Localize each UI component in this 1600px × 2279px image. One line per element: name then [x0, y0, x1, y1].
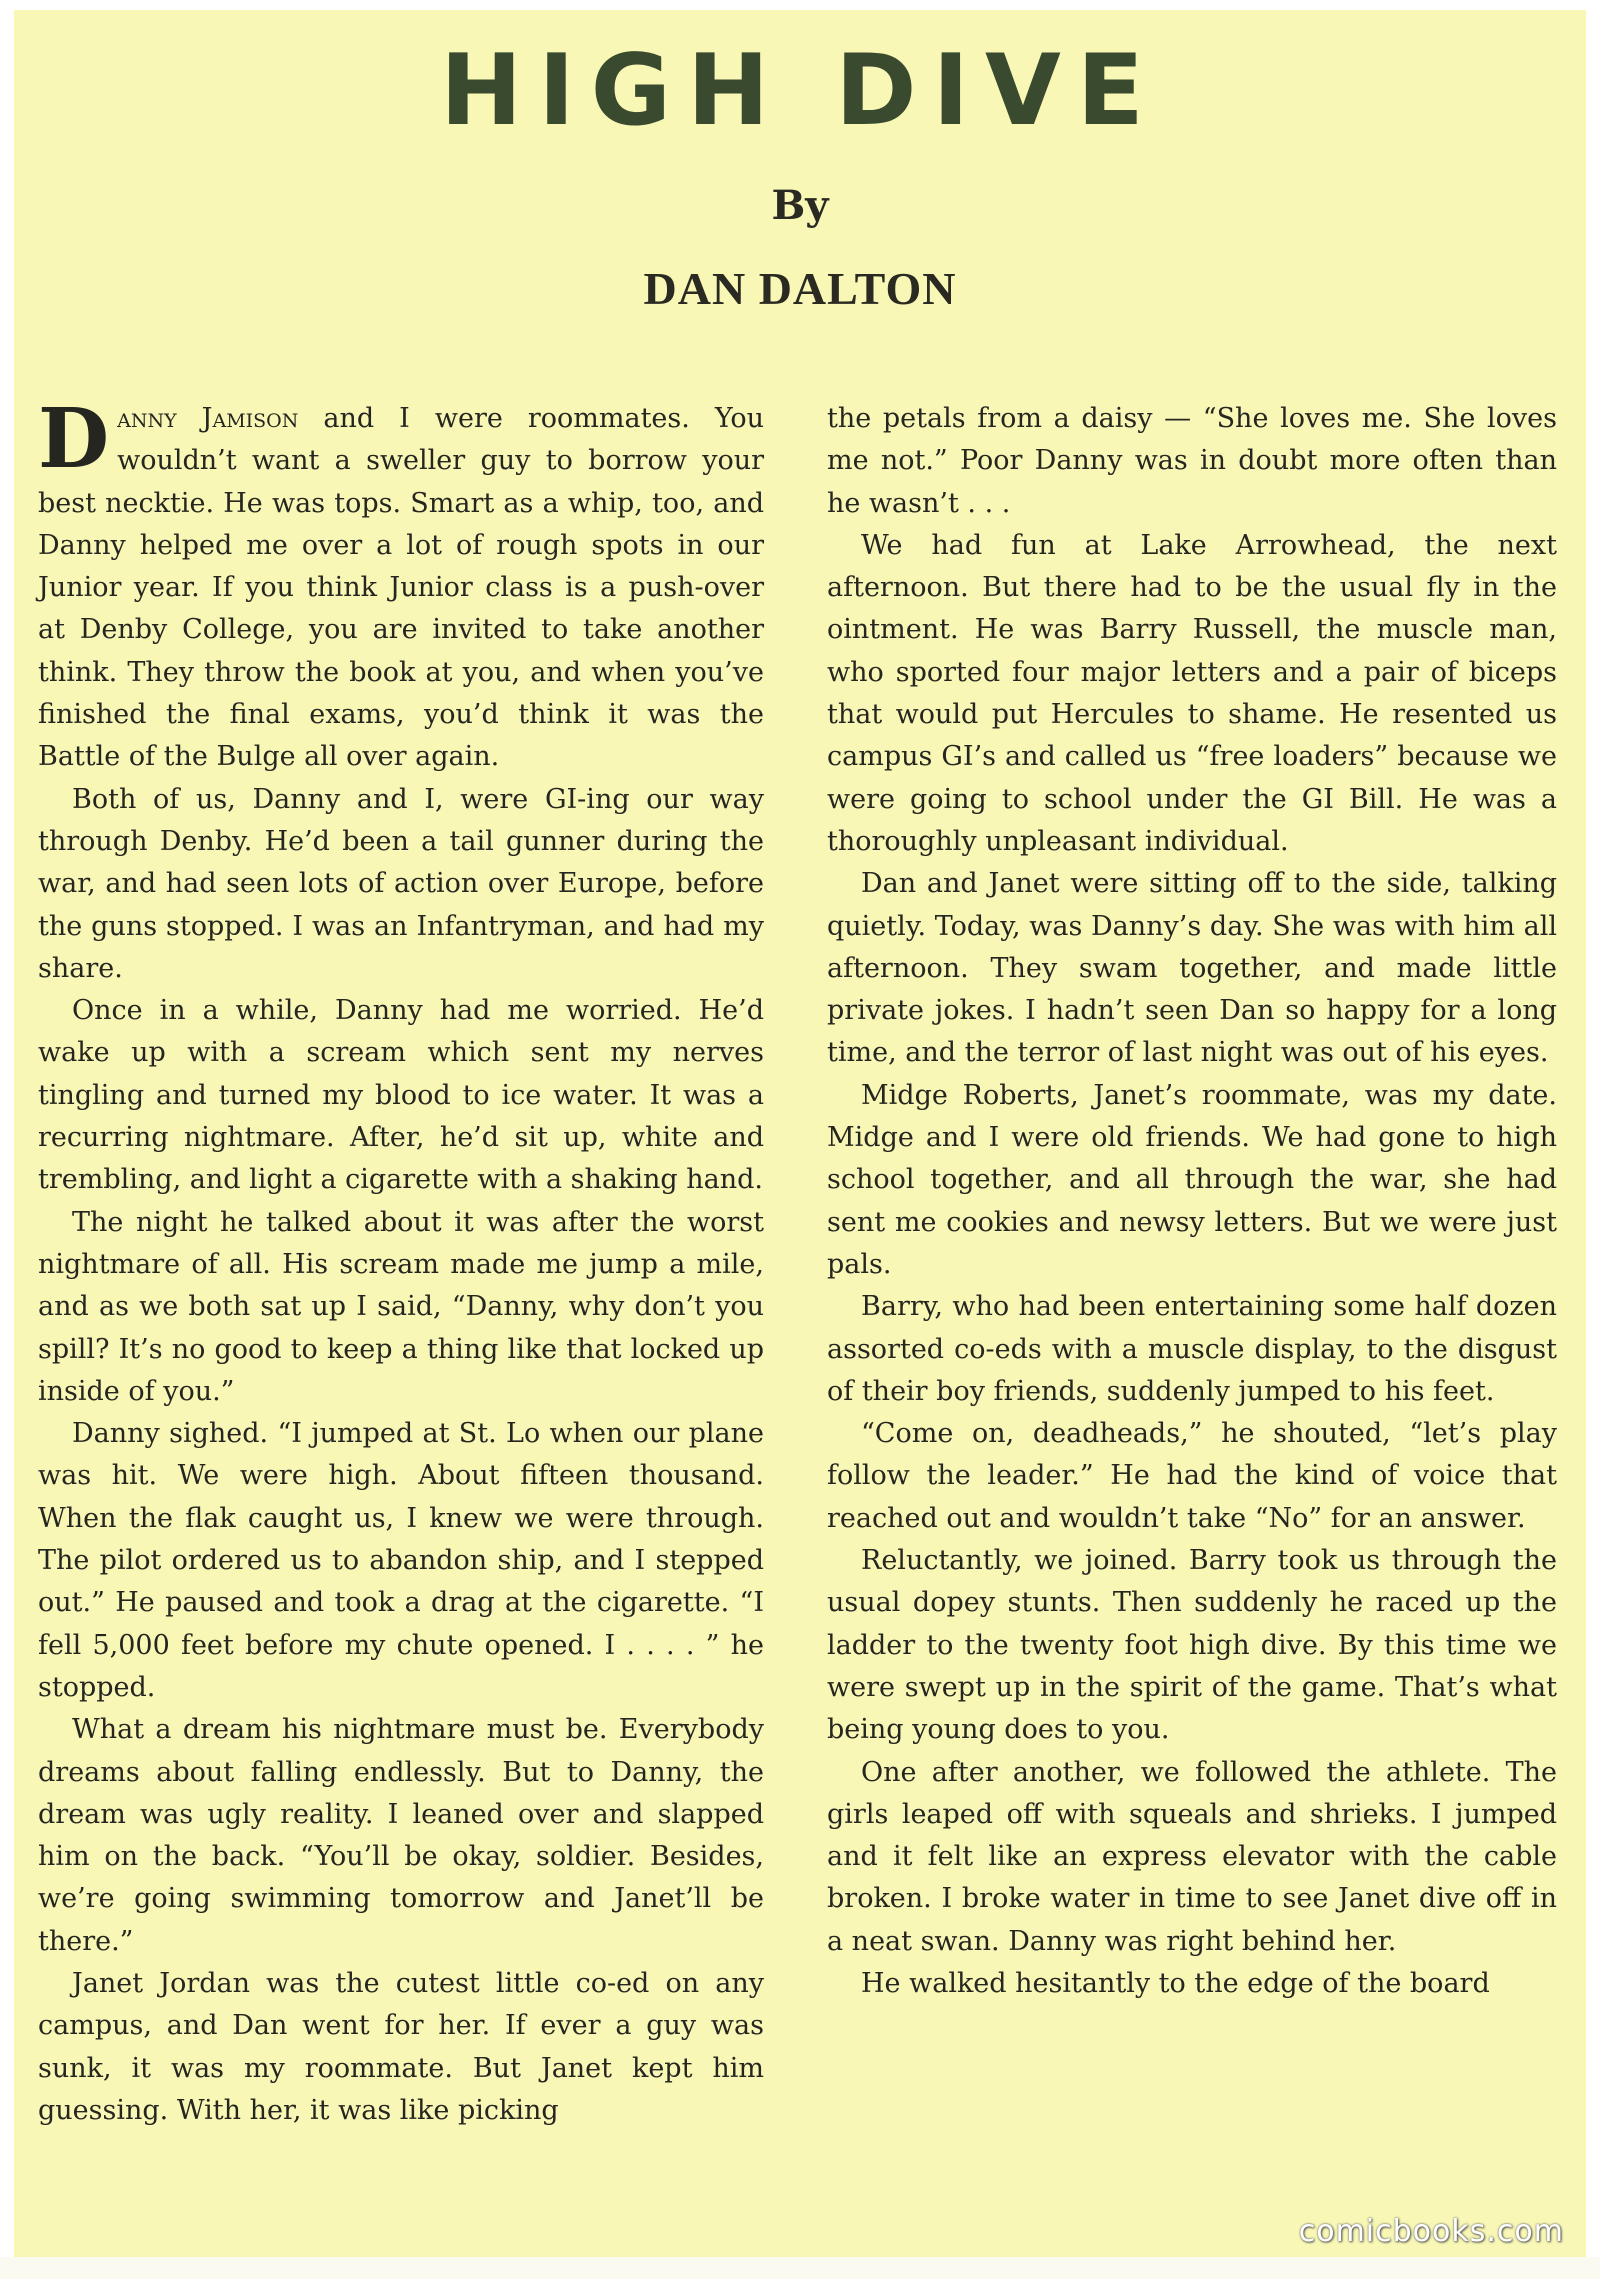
paragraph: Janet Jordan was the cutest little co-ed on any campus, and Dan went for her. If ever a guy was sunk, it was my roommate. But Janet kept him guessing. With her, it was like picking: [38, 1967, 764, 2126]
left-column: [38, 391, 764, 2132]
paragraph: The night he talked about it was after the worst nightmare of all. His scream made me jump a mile, and as we both sat up I said, “Danny, why don’t you spill? It’s no good to keep a thing like that locked up inside of you.”: [38, 1206, 764, 1407]
paragraph: What a dream his nightmare must be. Everybody dreams about falling endlessly. But to Danny, the dream was ugly reality. I leaned over and slapped him on the back. “You’ll be okay, soldier. Besides, we’re going swimming tomorrow and Janet’ll be there.”: [38, 1714, 764, 1957]
paragraph: Dan and Janet were sitting off to the side, talking quietly. Today, was Danny’s day. She was with him all afternoon. They swam together, and made little private jokes. I hadn’t seen Dan so happy for a long time, and the terror of last night was out of his eyes.: [827, 868, 1557, 1069]
story-title: HIGH DIVE: [440, 34, 1160, 148]
opening-paragraph: [38, 391, 764, 779]
paragraph: We had fun at Lake Arrowhead, the next afternoon. But there had to be the usual fly in the ointment. He was Barry Russell, the muscle man, who sported four major letters and a pair of biceps that would put Hercules to shame. He resented us campus GI’s and called us “free loaders” because we were going to school under the GI Bill. He was a thoroughly unpleasant individual.: [827, 529, 1557, 857]
paragraph: He walked hesitantly to the edge of the board: [861, 1967, 1490, 1999]
page-edge-top: [0, 0, 1600, 10]
opening-smallcaps: anny Jamison: [117, 403, 299, 434]
page-edge-right: [1586, 0, 1600, 2279]
drop-cap: D: [38, 391, 110, 487]
continued-paragraph: the petals from a daisy — “She loves me. She loves me not.” Poor Danny was in doubt more often than he wasn’t . . .: [827, 403, 1557, 519]
paragraph: Once in a while, Danny had me worried. He’d wake up with a scream which sent my nerves tingling and turned my blood to ice water. It was a recurring nightmare. After, he’d sit up, white and trembling, and light a cigarette with a shaking hand.: [38, 995, 764, 1196]
byline: By: [771, 182, 829, 229]
site-watermark: comicbooks.com: [1298, 2214, 1564, 2249]
page-edge-bottom: [0, 2257, 1600, 2279]
author-name: DAN DALTON: [643, 263, 957, 314]
paragraph: Barry, who had been entertaining some half dozen assorted co-eds with a muscle display, to the disgust of their boy friends, suddenly jumped to his feet.: [827, 1291, 1557, 1407]
paragraph: Reluctantly, we joined. Barry took us through the usual dopey stunts. Then suddenly he raced up the ladder to the twenty foot high dive. By this time we were swept up in the spirit of the game. That’s what being young does to you.: [827, 1545, 1557, 1746]
paragraph: Danny sighed. “I jumped at St. Lo when our plane was hit. We were high. About fifteen thousand. When the flak caught us, I knew we were through. The pilot ordered us to abandon ship, and I stepped out.” He paused and took a drag at the cigarette. “I fell 5,000 feet before my chute opened. I . . . . ” he stopped.: [38, 1418, 764, 1703]
paragraph: Both of us, Danny and I, were GI-ing our way through Denby. He’d been a tail gunner during the war, and had seen lots of action over Europe, before the guns stopped. I was an Infantryman, and had my share.: [38, 783, 764, 984]
paragraph-text: and I were roommates. You wouldn’t want a sweller guy to borrow your best necktie. He was tops. Smart as a whip, too, and Danny helped me over a lot of rough spots in our Junior year. If you think Junior class is a push-over at Denby College, you are invited to take another think. They throw the book at you, and when you’ve finished the final exams, you’d think it was the Battle of the Bulge all over again.: [38, 403, 764, 773]
paragraph: “Come on, deadheads,” he shouted, “let’s play follow the leader.” He had the kind of voice that reached out and wouldn’t take “No” for an answer.: [827, 1418, 1557, 1534]
paragraph: One after another, we followed the athlete. The girls leaped off with squeals and shrieks. I jumped and it felt like an express elevator with the cable broken. I broke water in time to see Janet dive off in a neat swan. Danny was right behind her.: [827, 1756, 1557, 1957]
right-column: [827, 398, 1557, 2005]
page-edge-left: [0, 0, 14, 2279]
paragraph: Midge Roberts, Janet’s roommate, was my date. Midge and I were old friends. We had gone to high school together, and all through the war, she had sent me cookies and newsy letters. But we were just pals.: [827, 1079, 1557, 1280]
